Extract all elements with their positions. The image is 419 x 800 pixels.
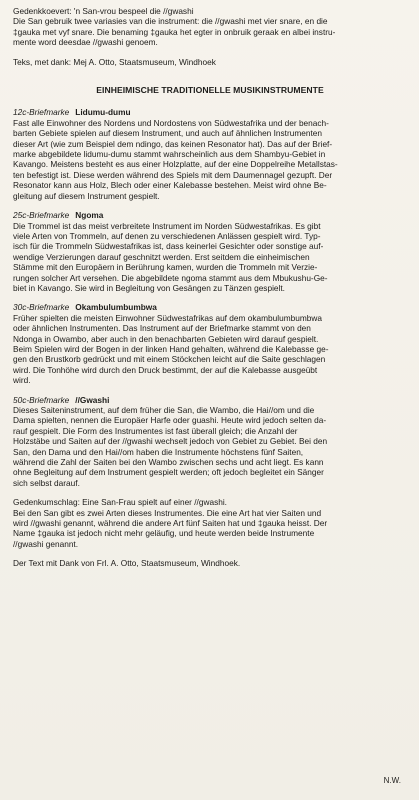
instrument-title: Okambulumbumbwa [75, 302, 157, 313]
section-heading [13, 107, 407, 117]
cover-note-thanks: Teks, met dank: Mej A. Otto, Staatsmuseum, Windhoek [13, 56, 216, 67]
instrument-title: //Gwashi [75, 394, 110, 405]
instrument-title: Lidumu-dumu [75, 107, 131, 118]
body-line: Ndonga in Owambo, aber auch in den benachbarten Gebieten wird darauf gespielt. [13, 333, 319, 344]
body-line: isch für die Trommeln Südwestafrikas ist, dass keinerlei Gesichter oder sonstige auf- [13, 241, 324, 252]
body-line: Dieses Saiteninstrument, auf dem früher die San, die Wambo, die Hai//om und die [13, 405, 315, 415]
body-line: Beim Spielen wird der Bogen in der linken Hand gehalten, während die Kalebasse ge- [13, 343, 329, 354]
cover-note-line: ‡gauka met vyf snare. Die benaming ‡gauka het egter in onbruik geraak en albei instru- [13, 26, 336, 37]
body-line: ten befestigt ist. Diese werden während des Spiels mit dem Daumennagel gezupft. Der [13, 169, 333, 180]
body-line: Stämme mit den Europäern in Berührung kamen, wurden die Trommeln mit Verzie- [13, 262, 318, 273]
stamp-label: 25c-Briefmarke [13, 210, 70, 221]
body-line: oder ähnlichen Instrumenten. Das Instrument auf der Briefmarke stammt von den [13, 323, 311, 334]
body-line: rauf gespielt. Die Form des Instrumentes ist fast überall gleich; die Anzahl der [13, 425, 298, 436]
body-line: dieser Art (wie zum Beispiel dem ndingo, das keinen Resonator hat). Das auf der Brief- [13, 138, 333, 149]
stamp-label: 12c-Briefmarke [13, 107, 70, 118]
stamp-label: 30c-Briefmarke [13, 302, 70, 313]
body-line: Kavango. Meistens besteht es aus einer Holzplatte, auf der eine Doppelreihe Metallstas- [13, 159, 338, 170]
cover-note-line: Die San gebruik twee variasies van die instrument: die //gwashi met vier snare, en die [13, 16, 328, 27]
body-line: während die Zahl der Saiten bei den Wambo zwischen sechs und acht liegt. Es kann [13, 457, 324, 468]
body-line: barten Gebiete spielen auf diesem Instrument, und auch auf ähnlichen Instrumenten [13, 128, 323, 139]
envelope-note-line: wird //gwashi genannt, während die andere Art fünf Saiten hat und ‡gauka heisst. Der [13, 518, 328, 529]
section-okambulumbumbwa [13, 302, 407, 385]
envelope-note [13, 497, 407, 549]
section-ngoma [13, 210, 407, 293]
main-title: EINHEIMISCHE TRADITIONELLE MUSIKINSTRUMENTE [96, 85, 324, 96]
body-line: ohne Begleitung auf dem Instrument gespielt werden; oft jedoch begleitet ein Sänger [13, 467, 324, 478]
body-line: wird. Die Tonhöhe wird durch den Druck bestimmt, der auf die Kalebasse ausgeübt [13, 364, 318, 375]
body-line: sich selbst darauf. [13, 477, 80, 488]
body-line: San, den Dama und den Hai//om haben die Instrumente höchstens fünf Saiten, [13, 446, 304, 457]
body-line: Früher spielten die meisten Einwohner Südwestafrikas auf dem okambulumbumbwa [13, 312, 322, 323]
section-heading [13, 302, 407, 312]
body-line: Die Trommel ist das meist verbreitete Instrument im Norden Südwestafrikas. Es gibt [13, 220, 321, 231]
body-line: viele Arten von Trommeln, auf denen zu verschiedenen Anlässen gespielt wird. Typ- [13, 230, 321, 241]
instrument-title: Ngoma [75, 210, 104, 221]
body-line: marke abgebildete lidumu-dumu stammt wahrscheinlich aus dem Shambyu-Gebiet in [13, 149, 326, 160]
section-heading [13, 210, 407, 220]
body-line: Holzstäbe und Saiten auf der //gwashi wechselt jedoch von Gebiet zu Gebiet. Bei den [13, 436, 328, 447]
body-line: gleitung auf diesem Instrument gespielt. [13, 190, 160, 201]
envelope-note-line: Gedenkumschlag: Eine San-Frau spielt auf einer //gwashi. [13, 497, 227, 508]
cover-note-line: Gedenkkoevert: 'n San-vrou bespeel die //gwashi [13, 6, 194, 16]
cover-note-line: mente word deesdae //gwashi genoem. [13, 37, 158, 48]
body-line: biet in Kavango. Sie wird in Begleitung von Gesängen zu Tänzen gespielt. [13, 282, 285, 293]
envelope-note-line: Name ‡gauka ist jedoch nicht mehr geläufig, und heute werden beide Instrumente [13, 528, 315, 539]
cover-note [13, 6, 407, 67]
section-lidumu-dumu [13, 107, 407, 201]
body-line: Resonator kann aus Holz, Blech oder einer Kalebasse bestehen. Meist wird ohne Be- [13, 180, 327, 191]
body-line: Fast alle Einwohner des Nordens und Nordostens von Südwestafrika und der benach- [13, 117, 329, 128]
body-line: wendige Verzierungen darauf geschnitzt werden. Erst seitdem die einheimischen [13, 251, 310, 262]
body-line: gen den Brustkorb gedrückt und mit einem Stöckchen leicht auf die Saite geschlagen [13, 354, 326, 365]
body-line: wird. [13, 375, 31, 386]
body-line: rungen solcher Art versehen. Die abgebildete ngoma stammt aus dem Mbukushu-Ge- [13, 272, 328, 283]
section-heading [13, 395, 407, 405]
stamp-label: 50c-Briefmarke [13, 394, 70, 405]
section-gwashi [13, 395, 407, 489]
envelope-note-line: Bei den San gibt es zwei Arten dieses Instrumentes. Die eine Art hat vier Saiten und [13, 507, 322, 518]
body-line: Dama spielten, nennen die Europäer Harfe oder guashi. Heute wird jedoch selten da- [13, 415, 327, 426]
envelope-note-line: //gwashi genannt. [13, 538, 79, 549]
closing-thanks: Der Text mit Dank von Frl. A. Otto, Staatsmuseum, Windhoek. [13, 558, 241, 569]
initials: N.W. [383, 776, 401, 785]
